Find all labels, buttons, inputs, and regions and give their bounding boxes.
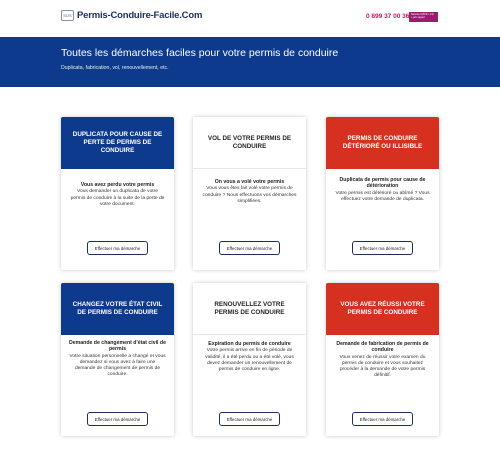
- card-description: Votre situation personnelle a changé et vous demandez si vous avez à faire une demande de changement de permis de conduire.: [69, 353, 166, 378]
- card-lead: Demande de fabrication de permis de conduire: [336, 341, 429, 354]
- card-lead: Vous avez perdu votre permis: [80, 182, 155, 188]
- start-procedure-button[interactable]: Effectuer ma démarche: [352, 241, 413, 255]
- card-fabrication-permis: [326, 283, 439, 436]
- phone-number[interactable]: 0 899 37 00 36: [366, 13, 410, 20]
- card-description: Vous venez de réussir votre examen du permis de conduire et vous souhaitez procéder à la demande de votre permis définitif.: [339, 354, 426, 379]
- card-changement-etat-civil: [61, 283, 174, 436]
- card-vol-permis: [193, 117, 306, 270]
- phone-price-tag: Service 0,80 € / min + prix appel: [409, 12, 438, 22]
- hero-banner: [0, 37, 500, 87]
- card-description: Vous demander un duplicata de votre permis de conduire à la suite de la perte de votre document.: [70, 189, 165, 207]
- hero-subtitle: Duplicata, fabrication, vol, renouvellement, etc.: [61, 65, 169, 71]
- card-title: PERMIS DE CONDUIRE DÉTÉRIORÉ OU ILLISIBLE: [326, 117, 439, 169]
- card-duplicata-perte: [61, 117, 174, 270]
- card-lead: Demande de changement d'état civil de permis: [69, 340, 166, 353]
- start-procedure-button[interactable]: Effectuer ma démarche: [87, 412, 148, 426]
- start-procedure-button[interactable]: Effectuer ma démarche: [87, 241, 148, 255]
- card-lead: On vous a volé votre permis: [214, 179, 285, 185]
- card-title: VOL DE VOTRE PERMIS DE CONDUIRE: [193, 117, 306, 169]
- start-procedure-button[interactable]: Effectuer ma démarche: [219, 412, 280, 426]
- card-description: Votre permis arrive en fin de période de validité, il a été perdu ou a été volé, vous devez demander un renouvellement de permis de conduire en ligne.: [205, 348, 294, 373]
- card-title: DUPLICATA POUR CAUSE DE PERTE DE PERMIS DE CONDUIRE: [61, 117, 174, 169]
- hero-title: Toutes les démarches faciles pour votre permis de conduire: [61, 47, 339, 59]
- card-description: Votre permis est détérioré ou abîmé ? Vous effectuez votre demande de duplicata.: [335, 190, 430, 203]
- card-title: RENOUVELLEZ VOTRE PERMIS DE CONDUIRE: [193, 283, 306, 335]
- top-bar: [0, 0, 500, 37]
- logo-badge-icon: SOS: [61, 10, 74, 21]
- logo-text: Permis-Conduire-Facile.Com: [77, 10, 203, 21]
- start-procedure-button[interactable]: Effectuer ma démarche: [352, 412, 413, 426]
- card-title: VOUS AVEZ RÉUSSI VOTRE PERMIS DE CONDUIRE: [326, 283, 439, 335]
- card-lead: Expiration du permis de conduire: [208, 341, 291, 347]
- site-logo[interactable]: [61, 10, 202, 21]
- card-renouvellement: [193, 283, 306, 436]
- start-procedure-button[interactable]: Effectuer ma démarche: [219, 241, 280, 255]
- card-title: CHANGEZ VOTRE ÉTAT CIVIL DE PERMIS DE CONDUIRE: [61, 283, 174, 335]
- card-permis-deteriore: [326, 117, 439, 270]
- card-lead: Duplicata de permis pour cause de détérioration: [339, 177, 426, 190]
- card-description: Vous vous êtes fait volé votre permis de conduire ? Nous effectuons vos démarches simplifiées.: [202, 186, 297, 204]
